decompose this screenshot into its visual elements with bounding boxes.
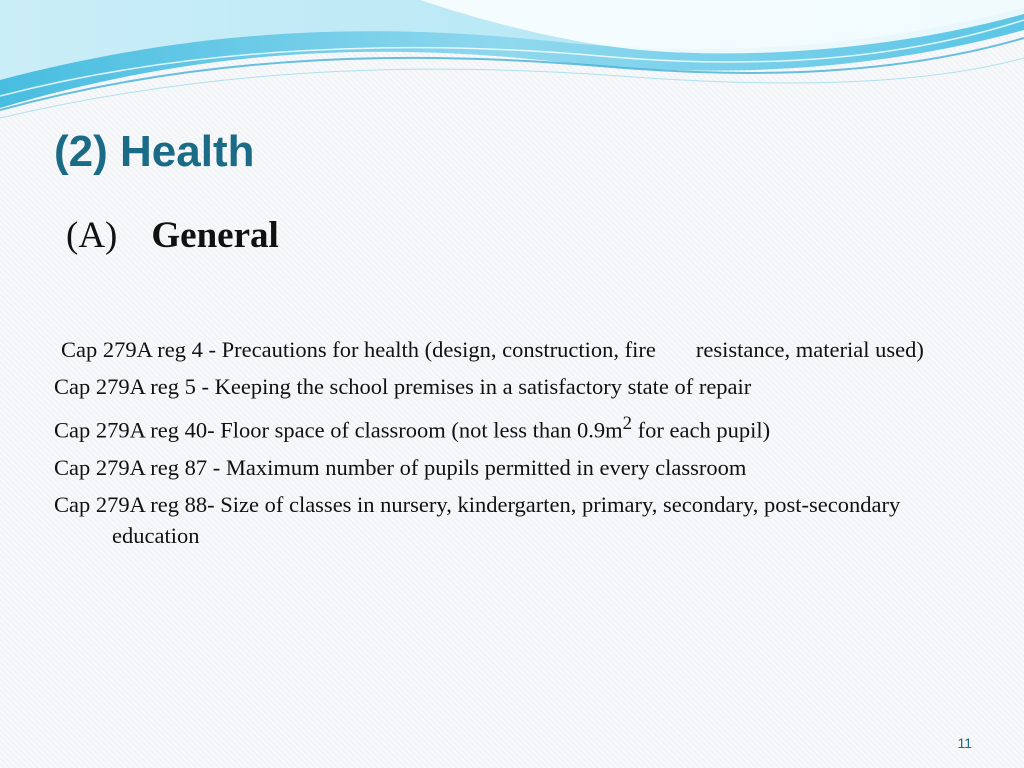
slide-title: (2) Health	[54, 127, 255, 176]
list-item	[54, 408, 964, 446]
list-item-text: for each pupil)	[632, 417, 771, 443]
list-item-text: Cap 279A reg 40- Floor space of classroom (not less than 0.9m	[54, 417, 623, 443]
page-number: 11	[957, 735, 972, 751]
section-heading	[66, 212, 279, 260]
regulation-list	[54, 334, 964, 557]
list-item	[54, 452, 964, 483]
superscript: 2	[622, 413, 633, 434]
list-item-text: Cap 279A reg 88- Size of classes in nursery, kindergarten, primary, secondary, post-secondary education	[54, 491, 901, 548]
list-item-text: Cap 279A reg 5 - Keeping the school premises in a satisfactory state of repair	[54, 374, 752, 399]
list-item	[54, 371, 964, 402]
section-heading-text: General	[151, 215, 279, 256]
list-item-text: Cap 279A reg 4 - Precautions for health (design, construction, fire	[61, 337, 656, 362]
header-wave-decoration	[0, 0, 1024, 130]
list-item	[54, 489, 964, 551]
list-item-text: Cap 279A reg 87 - Maximum number of pupils permitted in every classroom	[54, 454, 747, 480]
list-item-text: resistance, material used)	[695, 337, 924, 362]
list-item	[54, 334, 964, 365]
section-number: (A)	[66, 215, 118, 256]
